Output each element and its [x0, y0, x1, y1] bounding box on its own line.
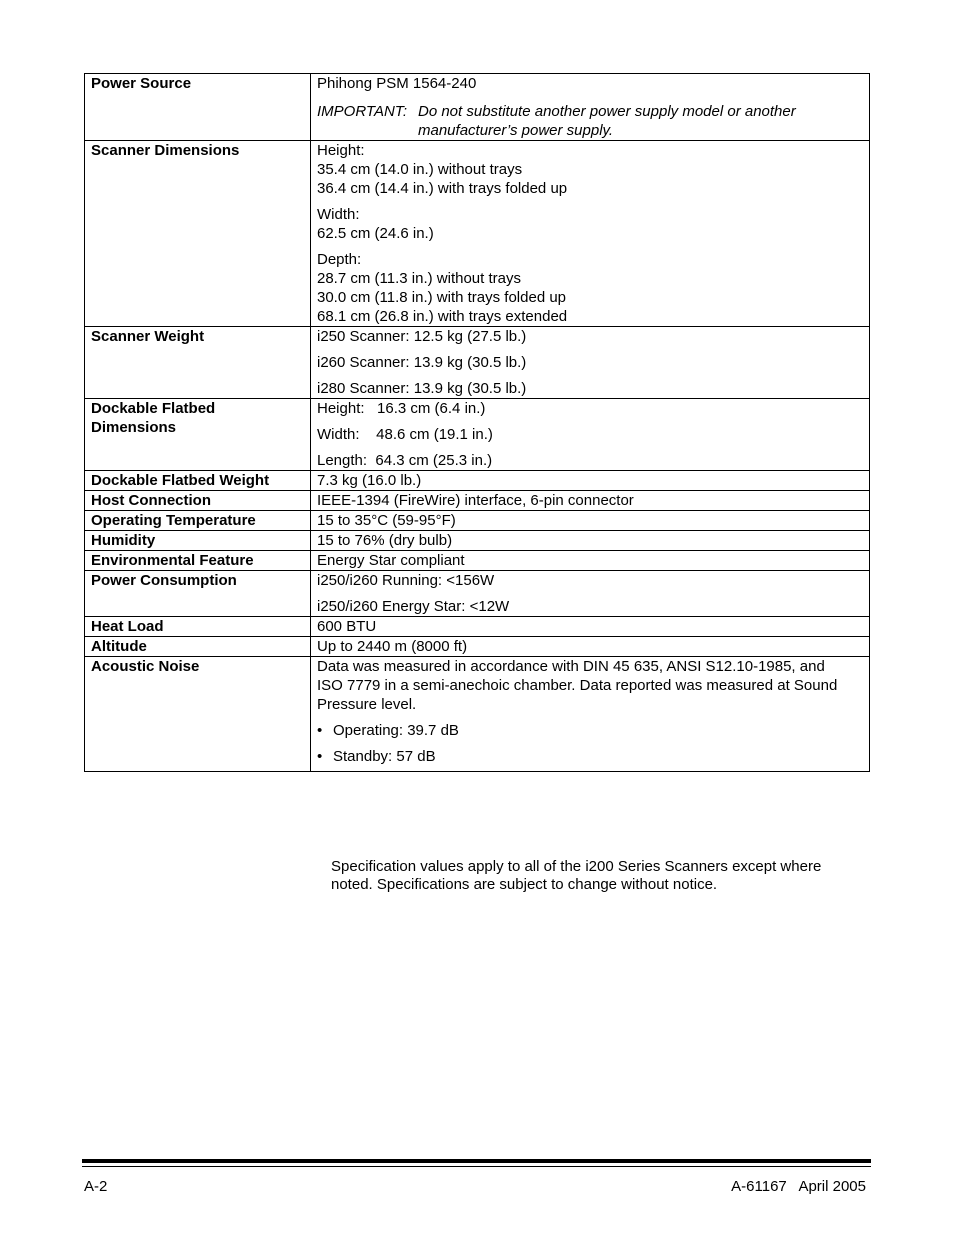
spec-label: Operating Temperature	[85, 511, 311, 531]
spec-value: Height: 35.4 cm (14.0 in.) without trays 36.4 cm (14.4 in.) with trays folded up Width: 62.5 cm (24.6 in.) Depth: 28.7 cm (11.3 in.) without trays 30.0 cm (11.8 in.) with trays folded up 68.1 cm (26.8 in.) with trays extended	[311, 141, 870, 327]
spec-label: Altitude	[85, 637, 311, 657]
spec-value: i250/i260 Running: <156W i250/i260 Energy Star: <12W	[311, 571, 870, 617]
spec-label: Humidity	[85, 531, 311, 551]
table-row	[85, 531, 870, 551]
spec-label: Scanner Weight	[85, 327, 311, 399]
spec-value: Up to 2440 m (8000 ft)	[311, 637, 870, 657]
table-row	[85, 637, 870, 657]
table-row	[85, 399, 870, 471]
spec-label: Scanner Dimensions	[85, 141, 311, 327]
power-supply-model: Phihong PSM 1564-240	[317, 75, 477, 92]
table-row	[85, 511, 870, 531]
table-row	[85, 657, 870, 772]
table-row	[85, 141, 870, 327]
list-item: • Operating: 39.7 dB	[317, 722, 459, 739]
spec-value: Data was measured in accordance with DIN 45 635, ANSI S12.10-1985, and ISO 7779 in a semi-anechoic chamber. Data reported was measured at Sound Pressure level. • Operating: 39.7 dB • Standby: 57 dB	[311, 657, 870, 772]
spec-value: 15 to 35°C (59-95°F)	[311, 511, 870, 531]
spec-label: Environmental Feature	[85, 551, 311, 571]
table-row	[85, 551, 870, 571]
footer-rule	[82, 1159, 871, 1163]
list-item: • Standby: 57 dB	[317, 748, 436, 765]
spec-label: Power Source	[85, 74, 311, 141]
spec-label: Host Connection	[85, 491, 311, 511]
spec-value	[311, 74, 870, 141]
spec-label: Dockable Flatbed Dimensions	[85, 399, 311, 471]
spec-value: i250 Scanner: 12.5 kg (27.5 lb.) i260 Scanner: 13.9 kg (30.5 lb.) i280 Scanner: 13.9 kg (30.5 lb.)	[311, 327, 870, 399]
spec-value: 600 BTU	[311, 617, 870, 637]
spec-value: 15 to 76% (dry bulb)	[311, 531, 870, 551]
table-row	[85, 617, 870, 637]
table-row	[85, 74, 870, 141]
spec-label: Acoustic Noise	[85, 657, 311, 772]
table-row	[85, 471, 870, 491]
specification-note: Specification values apply to all of the i200 Series Scanners except where noted. Specifications are subject to change without notice.	[331, 858, 822, 893]
specifications-table	[84, 73, 870, 772]
spec-label: Dockable Flatbed Weight	[85, 471, 311, 491]
footer-rule-thin	[82, 1166, 871, 1167]
page-number: A-2	[84, 1178, 108, 1195]
spec-label: Power Consumption	[85, 571, 311, 617]
important-notice: IMPORTANT: Do not substitute another power supply model or another manufacturer’s power supply.	[317, 103, 796, 139]
spec-label: Heat Load	[85, 617, 311, 637]
spec-value: Height: 16.3 cm (6.4 in.) Width: 48.6 cm (19.1 in.) Length: 64.3 cm (25.3 in.)	[311, 399, 870, 471]
table-row	[85, 327, 870, 399]
document-id: A-61167 April 2005	[731, 1178, 866, 1195]
bullet-icon: •	[317, 722, 323, 739]
table-row	[85, 491, 870, 511]
spec-value: Energy Star compliant	[311, 551, 870, 571]
table-row	[85, 571, 870, 617]
spec-value: IEEE-1394 (FireWire) interface, 6-pin connector	[311, 491, 870, 511]
spec-value: 7.3 kg (16.0 lb.)	[311, 471, 870, 491]
bullet-icon: •	[317, 748, 323, 765]
